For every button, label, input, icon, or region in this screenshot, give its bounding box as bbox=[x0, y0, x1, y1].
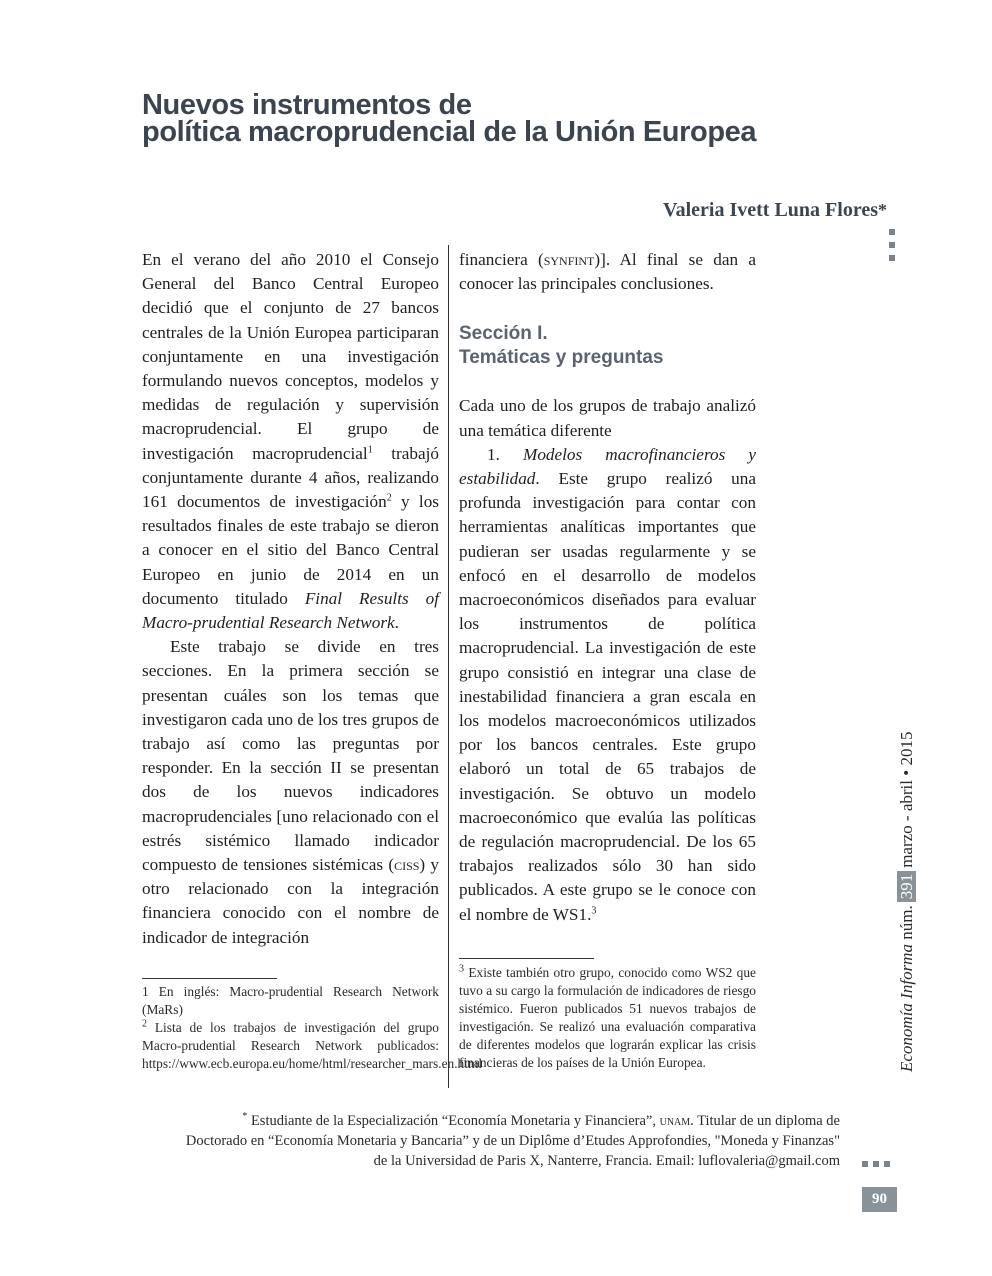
paragraph-continued: financiera (synfint)]. Al final se dan a conocer las principales conclusiones. bbox=[459, 250, 756, 294]
journal-side-label bbox=[897, 732, 917, 1072]
paragraph-intro: En el verano del año 2010 el Consejo General del Banco Central Europeo decidió que el conjunto de 27 bancos centrales de la Unión Europea participaran conjuntamente en una investigación formulando nuevos conceptos, modelos y medidas de regulación y supervisión macroprudencial. El grupo de investigación macroprudencial$^1$ trabajó conjuntamente durante 4 años, realizando 161 documentos de investigación$^2$ y los resultados finales de este trabajo se dieron a conocer en el sitio del Banco Central Europeo en junio de 2014 en un documento titulado Final Results of Macro-prudential Research Network. bbox=[142, 250, 439, 633]
footnote-1: 1 En inglés: Macro-prudential Research Network (MaRs) bbox=[142, 984, 439, 1017]
footnote-ref-3: 3 bbox=[591, 904, 597, 916]
author-affiliation: * Estudiante de la Especialización “Economía Monetaria y Financiera”, unam. Titular de un diploma de Doctorado en “Economía Monetaria y Bancaria” y de un Diplôme d’Etudes Approfondies, "Moneda y Finanzas" de la Universidad de Paris X, Nanterre, Francia. Email: luflovaleria@gmail.com bbox=[185, 1111, 840, 1169]
column-left bbox=[142, 248, 439, 950]
footnote-rule-right bbox=[459, 958, 594, 959]
decorative-horizontal-dots bbox=[862, 1154, 895, 1172]
decorative-vertical-dots bbox=[889, 229, 895, 268]
title-line-2: política macroprudencial de la Unión Europea bbox=[142, 116, 757, 148]
issue-number: 391 bbox=[897, 871, 916, 903]
column-divider bbox=[448, 245, 449, 1088]
footnotes-left bbox=[142, 983, 483, 1073]
issue-date: marzo - abril • 2015 bbox=[897, 731, 916, 868]
footnotes-right bbox=[459, 964, 756, 1072]
article-title bbox=[142, 89, 862, 148]
title-line-1: Nuevos instrumentos de bbox=[142, 89, 472, 121]
footnote-ref-2: 2 bbox=[386, 492, 392, 504]
footnote-rule-left bbox=[142, 978, 277, 979]
paragraph-structure: Este trabajo se divide en tres secciones. En la primera sección se presentan cuáles son los temas que investigaron cada uno de los tres grupos de trabajo así como las preguntas por responder. En la sección II se presentan dos de los nuevos indicadores macroprudenciales [uno relacionado con el estrés sistémico llamado indicador compuesto de tensiones sistémicas (ciss) y otro relacionado con la integración financiera conocido con el nombre de indicador de integración bbox=[142, 637, 439, 947]
author-name: Valeria Ivett Luna Flores* bbox=[663, 199, 887, 221]
author-footnote-mark: * bbox=[878, 200, 887, 220]
issue-label: núm. bbox=[897, 905, 916, 940]
paragraph-themes: Cada uno de los grupos de trabajo analizó una temática diferente bbox=[459, 396, 756, 440]
footnote-3: $^3$ Existe también otro grupo, conocido como WS2 que tuvo a su cargo la formulación de indicadores de riesgo sistémico. Fueron publicados 51 nuevos trabajos de investigación. Se realizó una evaluación comparativa de diferentes modelos que lograrán explicar las crisis financieras de los países de la Unión Europea. bbox=[459, 963, 756, 1070]
page-number: 90 bbox=[862, 1187, 897, 1212]
column-right bbox=[459, 248, 756, 927]
footnote-2: $^2$ Lista de los trabajos de investigación del grupo Macro-prudential Research Network publicados: https://www.ecb.europa.eu/home/html/researcher_mars.en.html bbox=[142, 1018, 483, 1071]
section-heading: Sección I. Temáticas y preguntas bbox=[459, 323, 664, 369]
paragraph-group-1: 1. Modelos macrofinancieros y estabilidad. Este grupo realizó una profunda investigación para contar con herramientas analíticas importantes que pudieran ser usadas regularmente y se enfocó en el desarrollo de modelos macroeconómicos diseñados para evaluar los instrumentos de política macroprudencial. La investigación de este grupo consistió en integrar una clase de inestabilidad financiera a gran escala en los modelos macroeconómicos utilizados por los bancos centrales. Este grupo elaboró un total de 65 trabajos de investigación. Se obtuvo un modelo macroeconómico que evalúa las políticas de regulación macroprudencial. De los 65 trabajos realizados sólo 30 han sido publicados. A este grupo se le conoce con el nombre de WS1.$^3$ bbox=[459, 444, 757, 924]
journal-name: Economía Informa bbox=[897, 944, 916, 1072]
footnote-ref-1: 1 bbox=[367, 443, 373, 455]
document-title: Final Results of Macro-prudential Research Network bbox=[142, 588, 439, 633]
